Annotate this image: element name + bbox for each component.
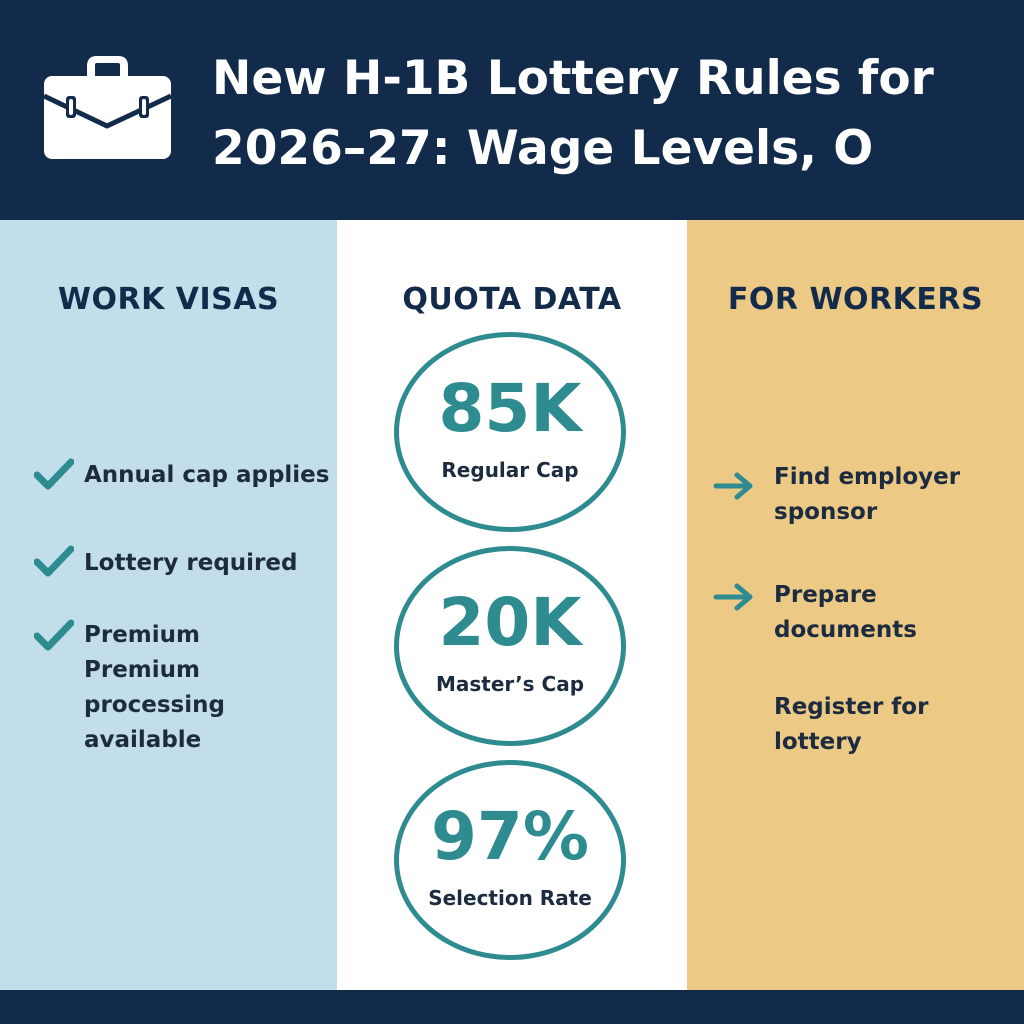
list-item-text: sponsor: [774, 499, 878, 525]
list-item-register-lottery: [774, 690, 1024, 760]
stat-label: Master’s Cap: [435, 672, 585, 696]
for-workers-heading: FOR WORKERS: [727, 282, 984, 317]
list-item-text: Premium processing: [84, 657, 225, 718]
stat-label: Regular Cap: [441, 458, 579, 482]
quota-data-column: [337, 220, 687, 990]
list-item-text: Annual cap applies: [84, 462, 330, 488]
stat-value: 97%: [431, 798, 589, 875]
list-item-prepare-documents: [774, 578, 1024, 648]
stat-selection-rate: [394, 760, 626, 960]
stat-regular-cap: [394, 332, 626, 532]
list-item-find-employer: [774, 460, 960, 530]
check-icon: [34, 545, 74, 577]
for-workers-column: [687, 220, 1024, 990]
work-visas-column: [0, 220, 337, 990]
quota-data-heading: QUOTA DATA: [402, 282, 622, 317]
work-visas-heading: WORK VISAS: [57, 282, 280, 317]
title-line-2: 2026–27: Wage Levels, O: [212, 121, 874, 176]
stat-value: 85K: [438, 370, 582, 447]
arrow-right-icon: [713, 472, 755, 500]
stat-label: Selection Rate: [428, 886, 592, 910]
header-banner: [0, 0, 1024, 220]
list-item-text: Register for lottery: [774, 694, 929, 755]
title-line-1: New H-1B Lottery Rules for: [212, 51, 934, 106]
list-item-premium-processing: [84, 618, 337, 758]
page-title: [212, 44, 1012, 184]
list-item-text: Find employer: [774, 464, 961, 490]
list-item-text: Lottery required: [84, 550, 298, 576]
briefcase-icon: [40, 52, 175, 162]
stat-value: 20K: [438, 584, 582, 661]
list-item-text: available: [84, 727, 202, 753]
list-item-lottery-required: [84, 546, 297, 581]
check-icon: [34, 458, 74, 490]
stat-masters-cap: [394, 546, 626, 746]
list-item-text: Prepare documents: [774, 582, 917, 643]
check-icon: [34, 619, 74, 651]
list-item-annual-cap: [84, 458, 329, 493]
arrow-right-icon: [713, 583, 755, 611]
list-item-text: Premium: [84, 622, 200, 648]
footer-bar: [0, 990, 1024, 1024]
